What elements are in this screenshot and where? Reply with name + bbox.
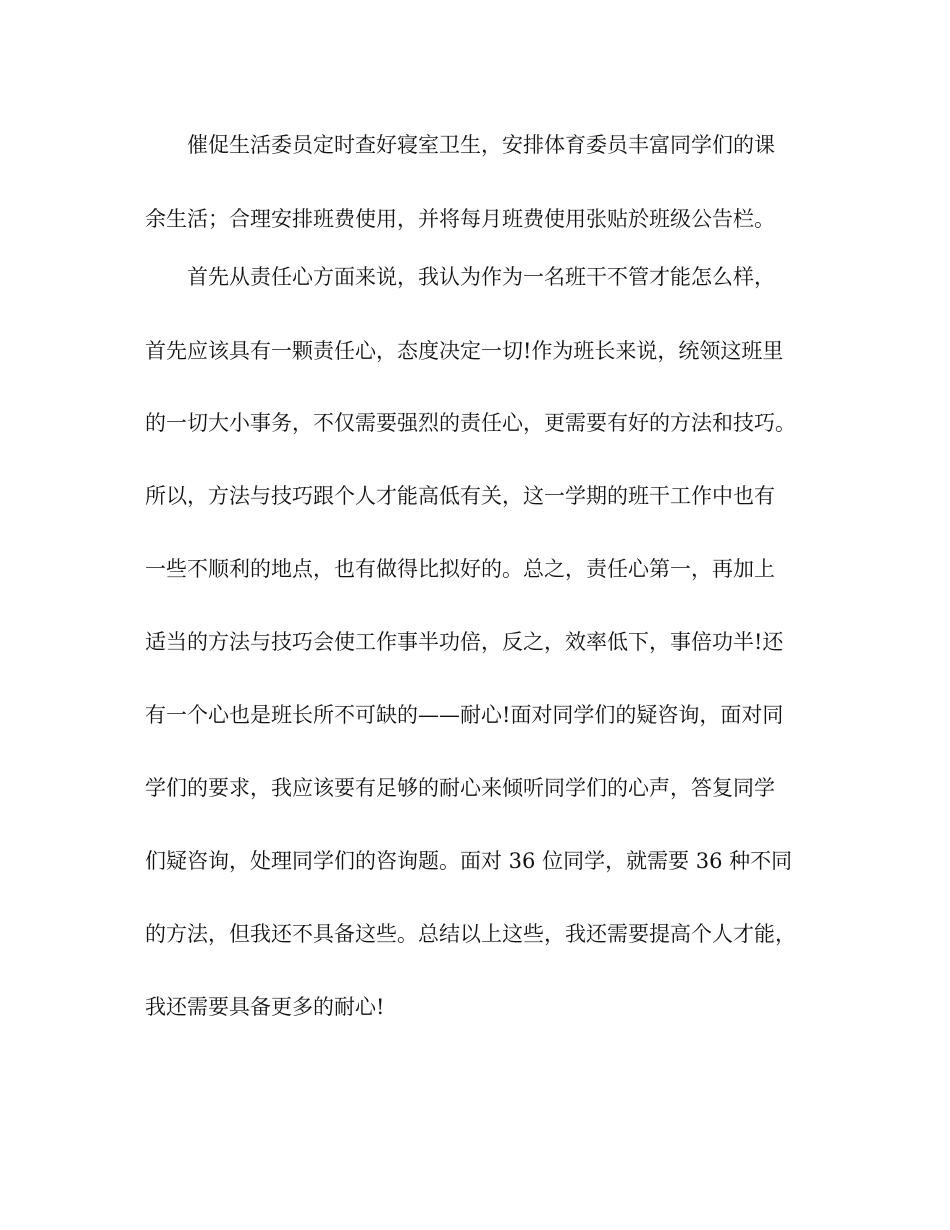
text-line-1: 催促生活委员定时查好寝室卫生，安排体育委员丰富同学们的课 xyxy=(187,133,775,157)
text-line-5: 的一切大小事务，不仅需要强烈的责任心，更需要有好的方法和技巧。 xyxy=(145,411,796,435)
text-line-3: 首先从责任心方面来说，我认为作为一名班干不管才能怎么样， xyxy=(187,265,775,289)
text-line-9: 有一个心也是班长所不可缺的——耐心!面对同学们的疑咨询，面对同 xyxy=(145,703,784,727)
text-line-7: 一些不顺利的地点，也有做得比拟好的。总之，责任心第一，再加上 xyxy=(145,557,775,581)
text-line-8: 适当的方法与技巧会使工作事半功倍，反之，效率低下，事倍功半!还 xyxy=(145,630,784,654)
text-line-6: 所以，方法与技巧跟个人才能高低有关，这一学期的班干工作中也有 xyxy=(145,484,775,508)
text-line-13: 我还需要具备更多的耐心! xyxy=(145,995,385,1019)
text-line-4: 首先应该具有一颗责任心，态度决定一切!作为班长来说，统领这班里 xyxy=(145,339,784,363)
text-line-11: 们疑咨询，处理同学们的咨询题。面对 36 位同学，就需要 36 种不同 xyxy=(145,849,793,873)
text-line-2: 余生活；合理安排班费使用，并将每月班费使用张贴於班级公告栏。 xyxy=(145,207,775,231)
text-line-12: 的方法，但我还不具备这些。总结以上这些，我还需要提高个人才能， xyxy=(145,922,796,946)
text-line-10: 学们的要求，我应该要有足够的耐心来倾听同学们的心声，答复同学 xyxy=(145,776,775,800)
